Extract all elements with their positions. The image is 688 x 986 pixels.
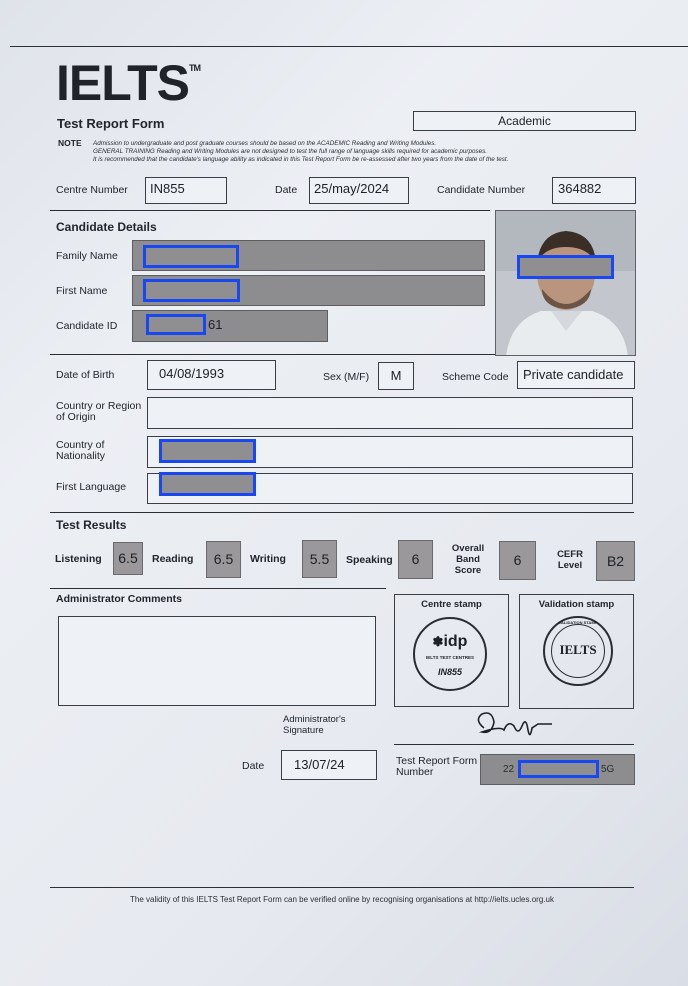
note-text (93, 140, 613, 164)
redaction-box (159, 439, 256, 463)
listening-label: Listening (55, 553, 102, 565)
ielts-logo: IELTS™ (56, 55, 200, 111)
validation-stamp-seal (543, 616, 613, 686)
seal-ring-text: VALIDATION STAMP (558, 620, 598, 625)
redaction-box (143, 279, 240, 302)
footer-rule (50, 887, 634, 888)
person-silhouette-icon (496, 211, 636, 356)
candidate-id-suffix: 61 (208, 317, 223, 332)
sex-value: M (378, 362, 414, 390)
label-line: CEFR (557, 549, 583, 560)
cefr-level-value: B2 (596, 541, 635, 581)
top-rule (10, 46, 688, 47)
note-line: Admission to undergraduate and post graduate courses should be based on the ACADEMIC Reading and Writing Modules. (93, 140, 437, 147)
note-line: It is recommended that the candidate's language ability as indicated in this Test Report Form be re-assessed after two years from the date of the test. (93, 156, 509, 163)
dob-value: 04/08/1993 (147, 360, 276, 390)
note-line: GENERAL TRAINING Reading and Writing Modules are not designed to test the full range of language skills required for academic purposes. (93, 148, 487, 155)
label-line: Test Report Form (396, 755, 478, 767)
label-line: Band (456, 554, 480, 565)
label-line: Administrator's (283, 714, 346, 725)
validation-stamp-label: Validation stamp (538, 599, 615, 610)
idp-subtext: IELTS TEST CENTRES (426, 655, 474, 660)
overall-band-score: 6 (499, 541, 536, 580)
scheme-code-value: Private candidate (517, 361, 635, 389)
section-rule (50, 512, 634, 513)
trf-prefix: 22 (503, 764, 515, 775)
redaction-box (159, 472, 256, 496)
redaction-box (518, 760, 599, 778)
form-title: Test Report Form (57, 116, 165, 131)
speaking-score: 6 (398, 540, 433, 579)
redaction-box (517, 255, 614, 279)
validation-stamp-box (519, 594, 634, 709)
centre-number-value: IN855 (145, 177, 227, 204)
first-name-label: First Name (56, 285, 108, 297)
test-date-value: 25/may/2024 (309, 177, 409, 204)
label-line: Country or Region (56, 400, 142, 412)
date-label: Date (275, 184, 298, 196)
seal-logo: IELTS (559, 642, 597, 657)
section-rule (50, 588, 386, 589)
writing-label: Writing (250, 553, 286, 565)
reading-score: 6.5 (206, 541, 241, 578)
validity-footer: The validity of this IELTS Test Report Form can be verified online by recognising organisations at http://ielts.ucles.org.uk (130, 895, 554, 904)
candidate-photo (495, 210, 636, 356)
family-name-label: Family Name (56, 250, 118, 262)
trf-number-label (396, 756, 477, 778)
country-origin-label (56, 401, 141, 423)
module-box: Academic (413, 111, 636, 131)
first-language-label: First Language (56, 481, 127, 493)
idp-mark-icon: ✽ (432, 634, 444, 649)
admin-signature-label (283, 714, 346, 736)
sex-label: Sex (M/F) (323, 371, 370, 383)
candidate-id-label: Candidate ID (56, 320, 118, 332)
redaction-box (143, 245, 239, 268)
label-line: Level (557, 560, 583, 571)
section-rule (50, 354, 495, 355)
writing-score: 5.5 (302, 540, 337, 578)
trf-suffix: 5G (601, 764, 615, 775)
cefr-level-label (551, 549, 589, 571)
candidate-number-value: 364882 (552, 177, 636, 204)
idp-stamp (413, 617, 487, 691)
candidate-number-label: Candidate Number (437, 184, 526, 196)
administrator-signature (470, 706, 560, 742)
issue-date-label: Date (242, 760, 265, 772)
redaction-box (146, 314, 206, 335)
label-line: of Origin (56, 411, 96, 423)
note-label: NOTE (58, 138, 82, 148)
label-line: Signature (283, 725, 324, 736)
candidate-details-title: Candidate Details (56, 220, 157, 234)
section-rule (50, 210, 490, 211)
admin-comments-label: Administrator Comments (56, 593, 183, 605)
overall-band-label (446, 543, 490, 576)
nationality-label (56, 440, 105, 462)
centre-stamp-label: Centre stamp (421, 599, 482, 610)
dob-label: Date of Birth (56, 369, 115, 381)
label-line: Nationality (56, 450, 106, 462)
listening-score: 6.5 (113, 542, 143, 575)
label-line: Score (454, 565, 482, 576)
country-origin-field (147, 397, 633, 429)
centre-number-label: Centre Number (56, 184, 128, 196)
centre-stamp-box (394, 594, 509, 707)
idp-logo: ✽idp (432, 633, 468, 650)
admin-comments-field (58, 616, 376, 706)
speaking-label: Speaking (346, 554, 393, 566)
issue-date-value: 13/07/24 (281, 750, 377, 780)
reading-label: Reading (152, 553, 194, 565)
label-line: Overall (451, 543, 485, 554)
label-line: Country of (56, 439, 105, 451)
label-line: Number (396, 766, 434, 778)
idp-centre-code: IN855 (437, 667, 463, 677)
signature-rule (394, 744, 634, 745)
test-results-title: Test Results (56, 518, 127, 532)
scheme-code-label: Scheme Code (442, 371, 509, 383)
